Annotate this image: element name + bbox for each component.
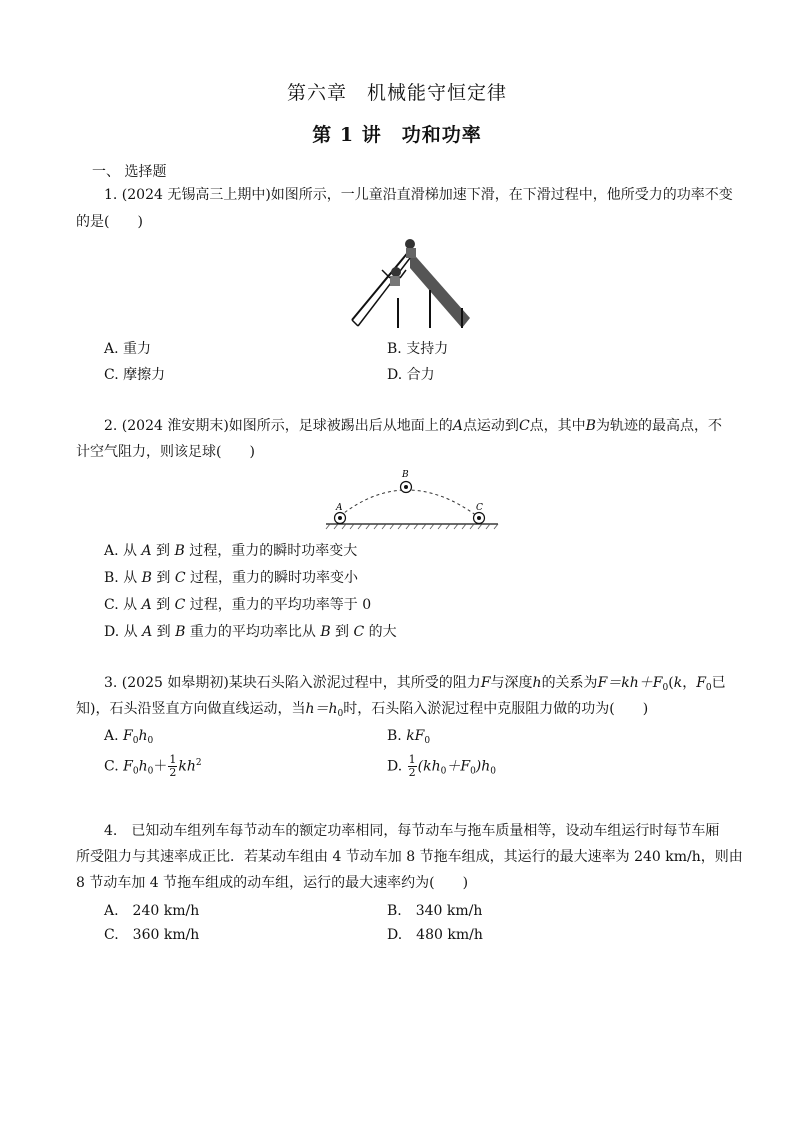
fraction-half: $\frac{1}{2}$ — [408, 753, 416, 779]
q4-option-b[interactable]: B. 340 km/h — [387, 903, 483, 919]
slide-chute-top — [352, 250, 410, 320]
q4-stem-line1: 4. 已知动车组列车每节动车的额定功率相同，每节动车与拖车质量相等，设动车组运行时每节车厢 — [104, 823, 720, 839]
q2-option-c[interactable]: C. 从 A 到 C 过程，重力的平均功率等于 0 — [104, 597, 372, 613]
q1-option-d[interactable]: D. 合力 — [387, 367, 435, 383]
q2-option-b[interactable]: B. 从 B 到 C 过程，重力的瞬时功率变小 — [104, 570, 359, 586]
fraction-half: $\frac{1}{2}$ — [169, 753, 177, 779]
child-top-body — [406, 248, 416, 258]
q1-option-b[interactable]: B. 支持力 — [387, 341, 449, 357]
lesson-title: 第 1 讲 功和功率 — [312, 124, 482, 146]
q3-stem-line1: 3. (2025 如皋期初)某块石头陷入淤泥过程中，其所受的阻力F与深度h的关系为$F=kh+F_0(k$，$F_0$已 — [104, 675, 726, 693]
q3-option-a[interactable]: A. $F_0h_0$ — [104, 728, 154, 746]
q3-option-c[interactable]: C. $F_0h_0+$ $\frac{1}{2}$ $kh^2$ — [104, 753, 202, 779]
q2-stem-line1: 2. (2024 淮安期末)如图所示，足球被踢出后从地面上的A点运动到C点，其中B为轨迹的最高点，不 — [104, 418, 722, 434]
q4-option-d[interactable]: D. 480 km/h — [387, 927, 483, 943]
child-sliding-body — [390, 276, 400, 286]
child-sliding-head — [391, 267, 401, 277]
q2-stem-line2: 计空气阻力，则该足球( ) — [76, 444, 255, 460]
slide-chute-bottom — [358, 258, 410, 326]
q1-option-c[interactable]: C. 摩擦力 — [104, 367, 166, 383]
q4-stem-line3: 8 节动车加 4 节拖车组成的动车组，运行的最大速率约为( ) — [76, 875, 469, 891]
q1-option-a[interactable]: A. 重力 — [104, 341, 152, 357]
football-figure — [322, 468, 502, 532]
label-c: C — [476, 503, 483, 513]
q4-stem-line2: 所受阻力与其速率成正比．若某动车组由 4 节动车加 8 节拖车组成，其运行的最大速率为 240 km/h，则由 — [76, 849, 743, 865]
q1-stem-line1: 1. (2024 无锡高三上期中)如图所示，一儿童沿直滑梯加速下滑，在下滑过程中，他所受力的功率不变 — [104, 187, 733, 203]
q1-stem-line2: 的是( ) — [76, 214, 143, 230]
q3-option-d[interactable]: D. $\frac{1}{2}$ $(kh_0+F_0)h_0$ — [387, 753, 497, 779]
q4-option-c[interactable]: C. 360 km/h — [104, 927, 200, 943]
q2-option-a[interactable]: A. 从 A 到 B 过程，重力的瞬时功率变大 — [104, 543, 358, 559]
section-heading: 一、 选择题 — [92, 164, 167, 180]
slide-figure — [350, 238, 470, 330]
q3-option-b[interactable]: B. $kF_0$ — [387, 728, 431, 746]
child-top-head — [405, 239, 415, 249]
ground-hatch — [326, 524, 498, 529]
label-b: B — [402, 470, 409, 480]
q3-stem-line2: 知)，石头沿竖直方向做直线运动，当$h=h_0$时，石头陷入淤泥过程中克服阻力做的功为( ) — [76, 701, 649, 719]
label-a: A — [336, 503, 343, 513]
q4-option-a[interactable]: A. 240 km/h — [104, 903, 200, 919]
chapter-title: 第六章 机械能守恒定律 — [286, 82, 507, 104]
q2-option-d[interactable]: D. 从 A 到 B 重力的平均功率比从 B 到 C 的大 — [104, 624, 397, 640]
trajectory-arc — [340, 490, 477, 516]
